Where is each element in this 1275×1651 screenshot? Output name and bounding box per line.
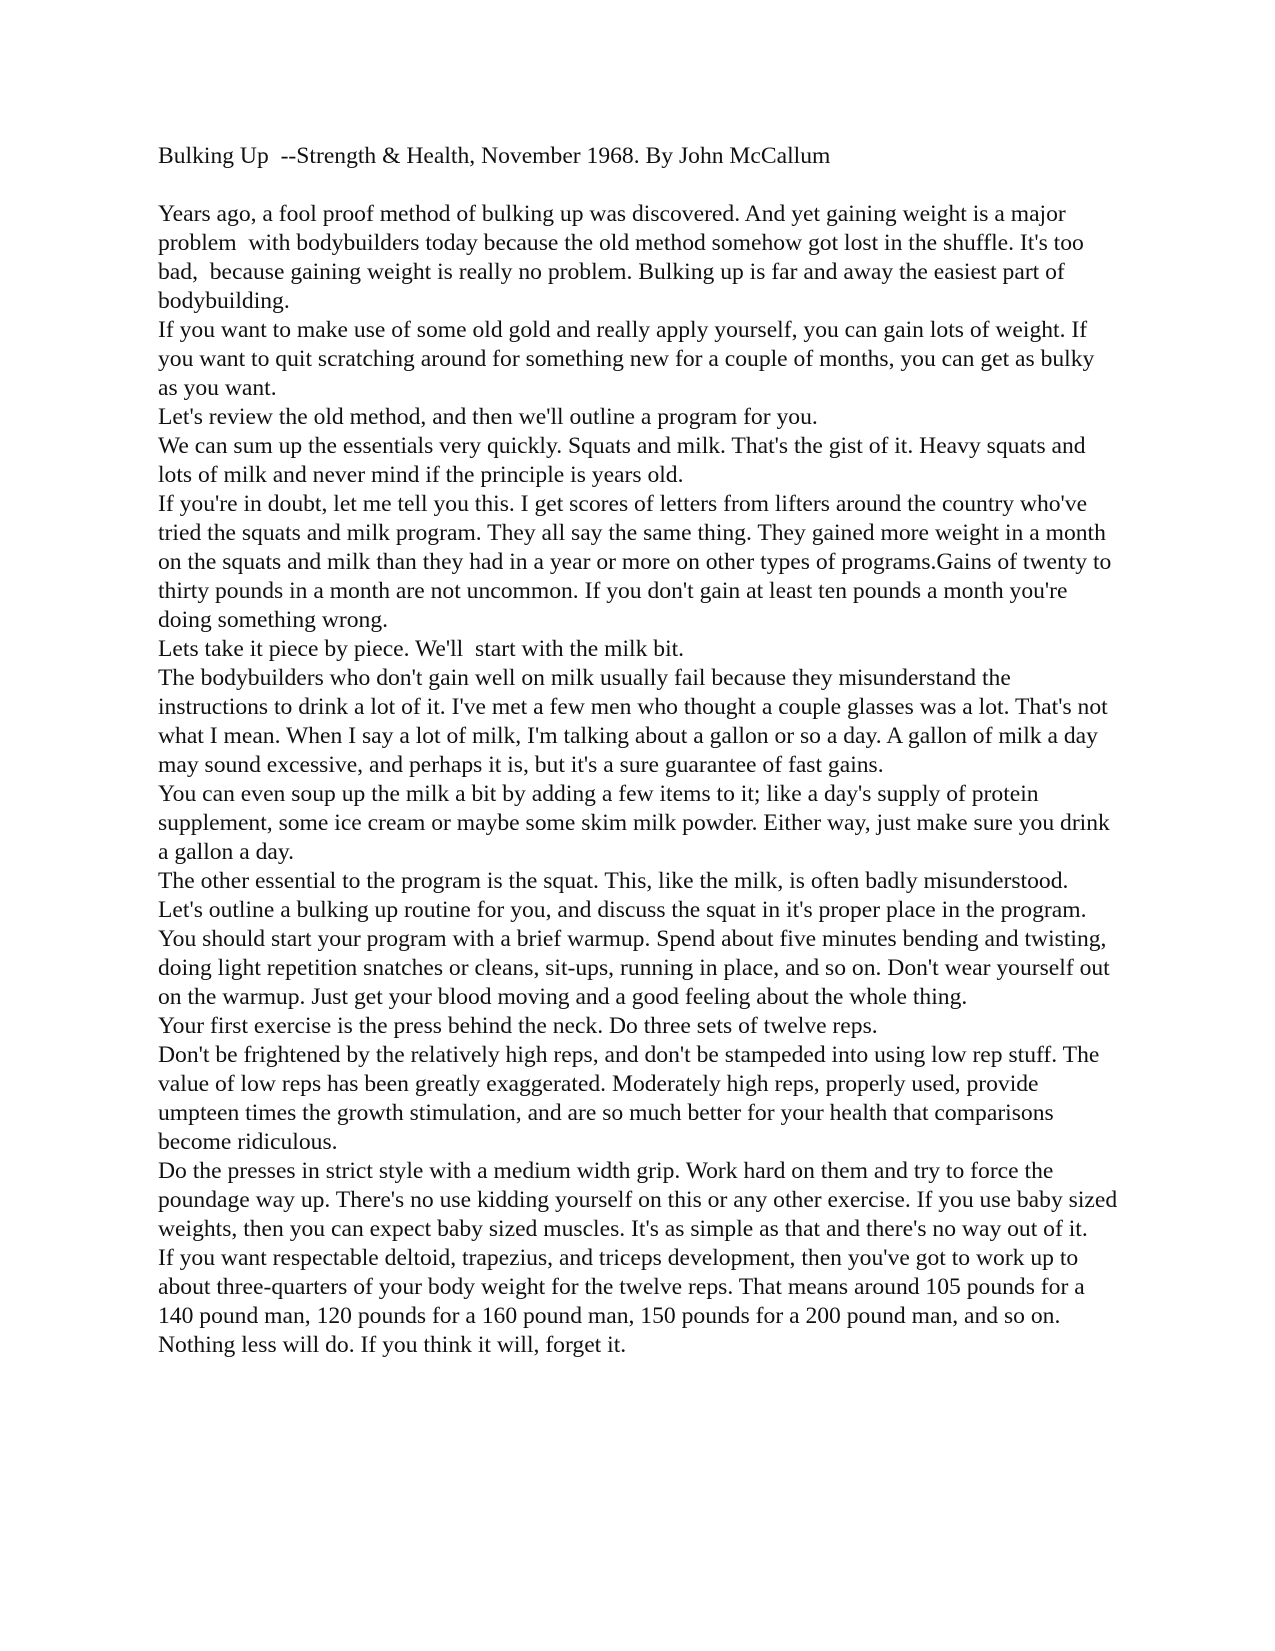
- paragraph-11: Your first exercise is the press behind the neck. Do three sets of twelve reps.: [158, 1013, 878, 1039]
- paragraph-4: We can sum up the essentials very quickly. Squats and milk. That's the gist of it. Heavy squats and lots of milk and never mind if the principle is years old.: [158, 433, 1092, 488]
- paragraph-1: Years ago, a fool proof method of bulking up was discovered. And yet gaining weight is a major problem with bodybuilders today because the old method somehow got lost in the shuffle. It's too bad, because gaining weight is really no problem. Bulking up is far and away the easiest part of bodybuilding.: [158, 201, 1090, 314]
- paragraph-12: Don't be frightened by the relatively high reps, and don't be stampeded into using low rep stuff. The value of low reps has been greatly exaggerated. Moderately high reps, properly used, provide umpteen times the growth stimulation, and are so much better for your health that comparisons become ridiculous.: [158, 1042, 1106, 1155]
- paragraph-5: If you're in doubt, let me tell you this. I get scores of letters from lifters around the country who've tried the squats and milk program. They all say the same thing. They gained more weight in a month on the squats and milk than they had in a year or more on other types of programs.Gains of twenty to thirty pounds in a month are not uncommon. If you don't gain at least ten pounds a month you're doing something wrong.: [158, 491, 1118, 633]
- document-title: Bulking Up --Strength & Health, November 1968. By John McCallum: [158, 143, 831, 169]
- paragraph-13: Do the presses in strict style with a medium width grip. Work hard on them and try to force the poundage way up. There's no use kidding yourself on this or any other exercise. If you use baby sized weights, then you can expect baby sized muscles. It's as simple as that and there's no way out of it.: [158, 1158, 1124, 1242]
- paragraph-7: The bodybuilders who don't gain well on milk usually fail because they misunderstand the instructions to drink a lot of it. I've met a few men who thought a couple glasses was a lot. That's not what I mean. When I say a lot of milk, I'm talking about a gallon or so a day. A gallon of milk a day may sound excessive, and perhaps it is, but it's a sure guarantee of fast gains.: [158, 665, 1114, 778]
- paragraph-2: If you want to make use of some old gold and really apply yourself, you can gain lots of weight. If you want to quit scratching around for something new for a couple of months, you can get as bulky as you want.: [158, 317, 1101, 401]
- paragraph-10: You should start your program with a brief warmup. Spend about five minutes bending and twisting, doing light repetition snatches or cleans, sit-ups, running in place, and so on. Don't wear yourself out on the warmup. Just get your blood moving and a good feeling about the whole thing.: [158, 926, 1116, 1010]
- document-page: [158, 142, 1124, 1360]
- paragraph-6: Lets take it piece by piece. We'll start with the milk bit.: [158, 636, 685, 662]
- paragraph-3: Let's review the old method, and then we'll outline a program for you.: [158, 404, 818, 430]
- paragraph-14: If you want respectable deltoid, trapezius, and triceps development, then you've got to work up to about three-quarters of your body weight for the twelve reps. That means around 105 pounds for a 140 pound man, 120 pounds for a 160 pound man, 150 pounds for a 200 pound man, and so on. Nothing less will do. If you think it will, forget it.: [158, 1245, 1091, 1358]
- paragraph-9: The other essential to the program is the squat. This, like the milk, is often badly misunderstood. Let's outline a bulking up routine for you, and discuss the squat in it's proper place in the program.: [158, 868, 1087, 923]
- paragraph-8: You can even soup up the milk a bit by adding a few items to it; like a day's supply of protein supplement, some ice cream or maybe some skim milk powder. Either way, just make sure you drink a gallon a day.: [158, 781, 1116, 865]
